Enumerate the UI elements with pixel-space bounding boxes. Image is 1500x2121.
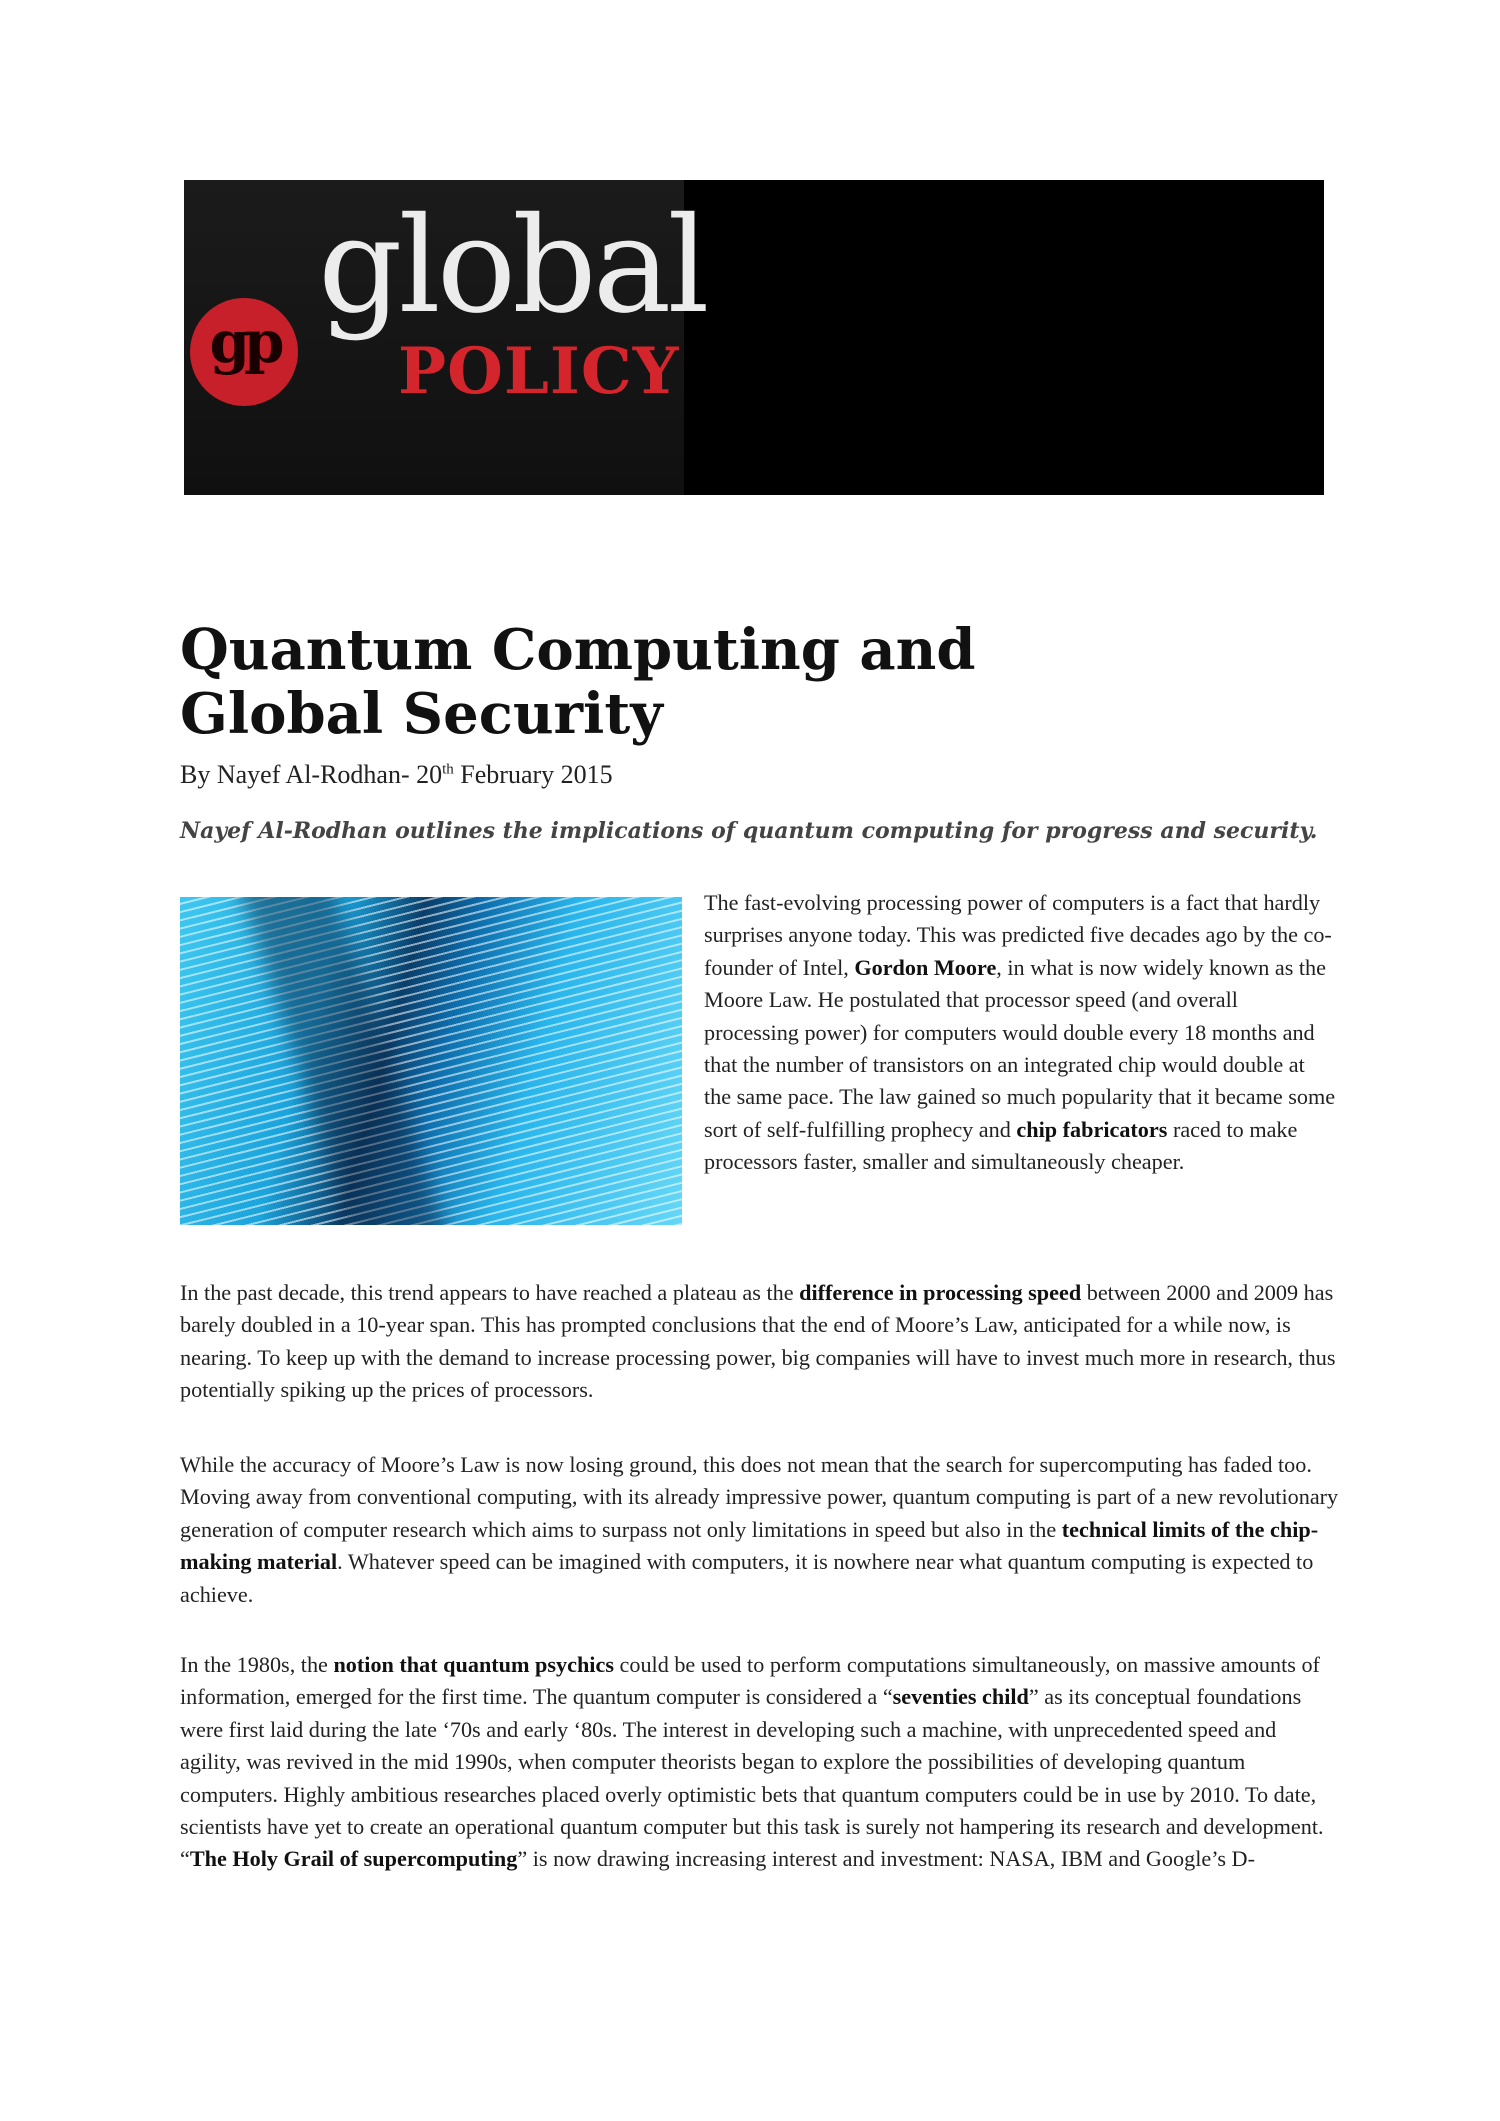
gp-monogram-icon [190, 298, 298, 406]
bold-link[interactable]: Gordon Moore [854, 954, 997, 980]
text-run: The fast-evolving processing power of computers is a fact that hardly surprises anyone today. This was predicted five decades ago by the co-founder of Intel, [704, 890, 1332, 980]
text-run: ” is now drawing increasing interest and investment: NASA, IBM and Google’s D- [517, 1846, 1255, 1872]
global-policy-logo[interactable] [184, 180, 706, 495]
byline-suffix: February 2015 [453, 760, 613, 789]
paragraph-1 [180, 1277, 1340, 1407]
text-run: . Whatever speed can be imagined with computers, it is nowhere near what quantum computing is expected to achieve. [180, 1549, 1314, 1607]
standfirst: Nayef Al-Rodhan outlines the implications of quantum computing for progress and security. [180, 818, 1318, 844]
text-run: ” as its conceptual foundations were first laid during the late ‘70s and early ‘80s. The interest in developing such a machine, with unprecedented speed and agility, was revived in the mid 1990s, when computer theorists began to explore the possibilities of developing quantum computers. Highly ambitious researches placed overly optimistic bets that quantum computers could be in use by 2010. To date, scientists have yet to create an operational quantum computer but this task is surely not hampering its research and development. “ [180, 1684, 1324, 1872]
bold-link[interactable]: seventies child [892, 1684, 1029, 1710]
hero-image [180, 897, 682, 1225]
text-run: While the accuracy of Moore’s Law is now losing ground, this does not mean that the search for supercomputing has faded too. Moving away from conventional computing, with its already impressive power, quantum computing is part of a new revolutionary generation of computer research which aims to surpass not only limitations in speed but also in the [180, 1452, 1339, 1542]
bold-link[interactable]: technical limits of the chip-making material [180, 1516, 1319, 1575]
header-banner [184, 180, 1324, 495]
text-run: raced to make processors faster, smaller and simultaneously cheaper. [704, 1116, 1298, 1175]
bold-link[interactable]: notion that quantum psychics [333, 1652, 614, 1677]
text-run: In the 1980s, the [180, 1652, 334, 1677]
bold-link[interactable]: The Holy Grail of supercomputing [189, 1846, 518, 1872]
text-run: , in what is now widely known as the Moore Law. He postulated that processor speed (and overall processing power) for computers would double every 18 months and that the number of transistors on an integrated chip would double at the same pace. The law gained so much popularity that it became some sort of self-fulfilling prophecy and [704, 954, 1336, 1142]
paragraph-3 [180, 1649, 1340, 1876]
logo-sub: POLICY [398, 334, 680, 409]
logo-word: global [318, 189, 706, 343]
byline [180, 760, 613, 790]
paragraph-2 [180, 1449, 1340, 1611]
byline-prefix: By Nayef Al-Rodhan- 20 [180, 760, 443, 789]
text-run: In the past decade, this trend appears to have reached a plateau as the [180, 1280, 800, 1305]
bold-link[interactable]: chip fabricators [1016, 1116, 1168, 1142]
text-run: could be used to perform computations simultaneously, on massive amounts of information, emerged for the first time. The quantum computer is considered a “ [180, 1652, 1320, 1710]
bold-link[interactable]: difference in processing speed [799, 1280, 1082, 1305]
text-run: between 2000 and 2009 has barely doubled in a 10-year span. This has prompted conclusions that the end of Moore’s Law, anticipated for a while now, is nearing. To keep up with the demand to increase processing power, big companies will have to invest much more in research, thus potentially spiking up the prices of processors. [180, 1280, 1336, 1403]
article-title: Quantum Computing and Global Security [180, 617, 976, 747]
gp-monogram-text: gp [209, 308, 279, 376]
byline-sup: th [442, 761, 454, 778]
intro-paragraph [704, 887, 1336, 1179]
